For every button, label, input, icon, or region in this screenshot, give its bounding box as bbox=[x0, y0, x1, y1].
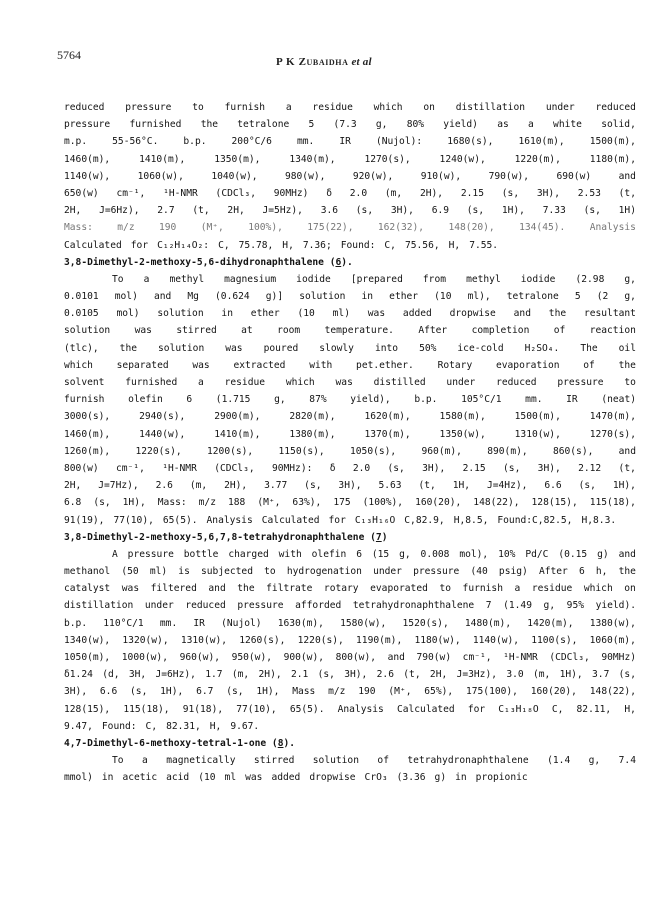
text-line: distillation under reduced pressure afforded tetrahydronaphthalene 7 (1.49 g, 95% yield). bbox=[64, 600, 636, 612]
text-line: (tlc), the solution was poured slowly into 50% ice-cold H₂SO₄. The oil bbox=[64, 342, 636, 354]
text-line: 1140(w), 1060(w), 1040(w), 980(w), 920(w), 910(w), 790(w), 690(w) and bbox=[64, 170, 636, 182]
text-line: methanol (50 ml) is subjected to hydrogenation under pressure (40 psig) After 6 h, the bbox=[64, 566, 636, 578]
text-line: solution was stirred at room temperature. After completion of reaction bbox=[64, 325, 636, 337]
paragraph-compound-8-synthesis bbox=[64, 752, 636, 786]
text-line: 6.8 (s, 1H), Mass: m/z 188 (M⁺, 63%), 175 (100%), 160(20), 148(22), 128(15), 115(18), bbox=[64, 497, 636, 509]
text-line: 800(w) cm⁻¹, ¹H-NMR (CDCl₃, 90MHz): δ 2.0 (s, 3H), 2.15 (s, 3H), 2.12 (t, bbox=[64, 462, 636, 474]
text-line: 1050(m), 1000(w), 960(w), 950(w), 900(w), 800(w), and 790(w) cm⁻¹, ¹H-NMR (CDCl₃, 90MHz) bbox=[64, 652, 636, 663]
section-heading-compound-8: 4,7-Dimethyl-6-methoxy-tetral-1-one ( 8 ). bbox=[64, 737, 296, 749]
text-line: 9.47, Found: C, 82.31, H, 9.67. bbox=[64, 720, 260, 732]
text-line: catalyst was filtered and the filtrate rotary evaporated to furnish a residue which on bbox=[64, 583, 636, 595]
text-line: 1340(w), 1320(w), 1310(w), 1260(s), 1220(s), 1190(m), 1180(w), 1140(w), 1100(s), 1060(m), bbox=[64, 634, 636, 646]
text-line: 0.0101 mol) and Mg (0.624 g)] solution in ether (10 ml), tetralone 5 (2 g, bbox=[64, 291, 636, 303]
text-line: Calculated for C₁₂H₁₄O₂: C, 75.78, H, 7.36; Found: C, 75.56, H, 7.55. bbox=[64, 239, 499, 251]
text-line: To a methyl magnesium iodide [prepared from methyl iodide (2.98 g, bbox=[112, 273, 636, 285]
text-line: 0.0105 mol) solution in ether (10 ml) was added dropwise and the resultant bbox=[64, 308, 636, 320]
text-line: 1460(m), 1410(m), 1350(m), 1340(m), 1270(s), 1240(w), 1220(m), 1180(m), bbox=[64, 153, 636, 165]
paragraph-tetralone-5-data bbox=[64, 99, 636, 254]
text-line: mmol) in acetic acid (10 ml was added dropwise CrO₃ (3.36 g) in propionic bbox=[64, 772, 528, 784]
paragraph-compound-6-synthesis bbox=[64, 271, 636, 529]
text-line: 1460(m), 1440(w), 1410(m), 1380(m), 1370(m), 1350(w), 1310(w), 1270(s), bbox=[64, 428, 636, 440]
text-line: Mass: m/z 190 (M⁺, 100%), 175(22), 162(32), 148(20), 134(45). Analysis bbox=[64, 222, 636, 234]
text-line: m.p. 55-56°C. b.p. 200°C/6 mm. IR (Nujol): 1680(s), 1610(m), 1500(m), bbox=[64, 136, 636, 148]
text-line: A pressure bottle charged with olefin 6 (15 g, 0.008 mol), 10% Pd/C (0.15 g) and bbox=[112, 548, 636, 560]
text-line: 650(w) cm⁻¹, ¹H-NMR (CDCl₃, 90MHz) δ 2.0 (m, 2H), 2.15 (s, 3H), 2.53 (t, bbox=[64, 187, 636, 199]
text-line: 1260(m), 1220(s), 1200(s), 1150(s), 1050(s), 960(m), 890(m), 860(s), and bbox=[64, 445, 636, 457]
paragraph-compound-7-synthesis bbox=[64, 546, 636, 735]
text-line: 2H, J=7Hz), 2.6 (m, 2H), 3.77 (s, 3H), 5.63 (t, 1H, J=4Hz), 6.6 (s, 1H), bbox=[64, 480, 636, 492]
text-line: reduced pressure to furnish a residue which on distillation under reduced bbox=[64, 102, 636, 113]
running-head bbox=[276, 56, 372, 68]
text-line: furnish olefin 6 (1.715 g, 87% yield), b.p. 105°C/1 mm. IR (neat) bbox=[64, 394, 636, 406]
section-heading-compound-7: 3,8-Dimethyl-2-methoxy-5,6,7,8-tetrahydronaphthalene ( 7 ) bbox=[64, 531, 388, 543]
text-line: δ1.24 (d, 3H, J=6Hz), 1.7 (m, 2H), 2.1 (s, 3H), 2.6 (t, 2H, J=3Hz), 3.0 (m, 1H), 3.7 (s, bbox=[64, 669, 636, 681]
section-heading-compound-6: 3,8-Dimethyl-2-methoxy-5,6-dihydronaphthalene ( 6 ). bbox=[64, 256, 353, 268]
text-line: 2H, J=6Hz), 2.7 (t, 2H, J=5Hz), 3.6 (s, 3H), 6.9 (s, 1H), 7.33 (s, 1H) bbox=[64, 205, 636, 217]
text-line: To a magnetically stirred solution of tetrahydronaphthalene (1.4 g, 7.4 bbox=[112, 755, 636, 767]
page-number: 5764 bbox=[57, 48, 81, 62]
text-line: solvent furnished a residue which was distilled under reduced pressure to bbox=[64, 377, 636, 388]
text-line: 3000(s), 2940(s), 2900(m), 2820(m), 1620(m), 1580(m), 1500(m), 1470(m), bbox=[64, 411, 636, 423]
text-line: which separated was extracted with pet.ether. Rotary evaporation of the bbox=[64, 359, 636, 371]
running-head-author: P K Zubaidha bbox=[276, 56, 349, 68]
text-line: pressure furnished the tetralone 5 (7.3 g, 80% yield) as a white solid, bbox=[64, 119, 636, 131]
article-body bbox=[64, 99, 636, 787]
text-line: b.p. 110°C/1 mm. IR (Nujol) 1630(m), 1580(w), 1520(s), 1480(m), 1420(m), 1380(w), bbox=[64, 617, 636, 629]
text-line: 91(19), 77(10), 65(5). Analysis Calculated for C₁₃H₁₆O C,82.9, H,8.5, Found:C,82.5, H,8.3. bbox=[64, 514, 617, 526]
text-line: 3H), 6.6 (s, 1H), 6.7 (s, 1H), Mass m/z 190 (M⁺, 65%), 175(100), 160(20), 148(22), bbox=[64, 686, 636, 698]
running-head-etal: et al bbox=[351, 56, 372, 68]
text-line: 128(15), 115(18), 91(18), 77(10), 65(5). Analysis Calculated for C₁₃H₁₈O C, 82.11, H, bbox=[64, 703, 636, 715]
